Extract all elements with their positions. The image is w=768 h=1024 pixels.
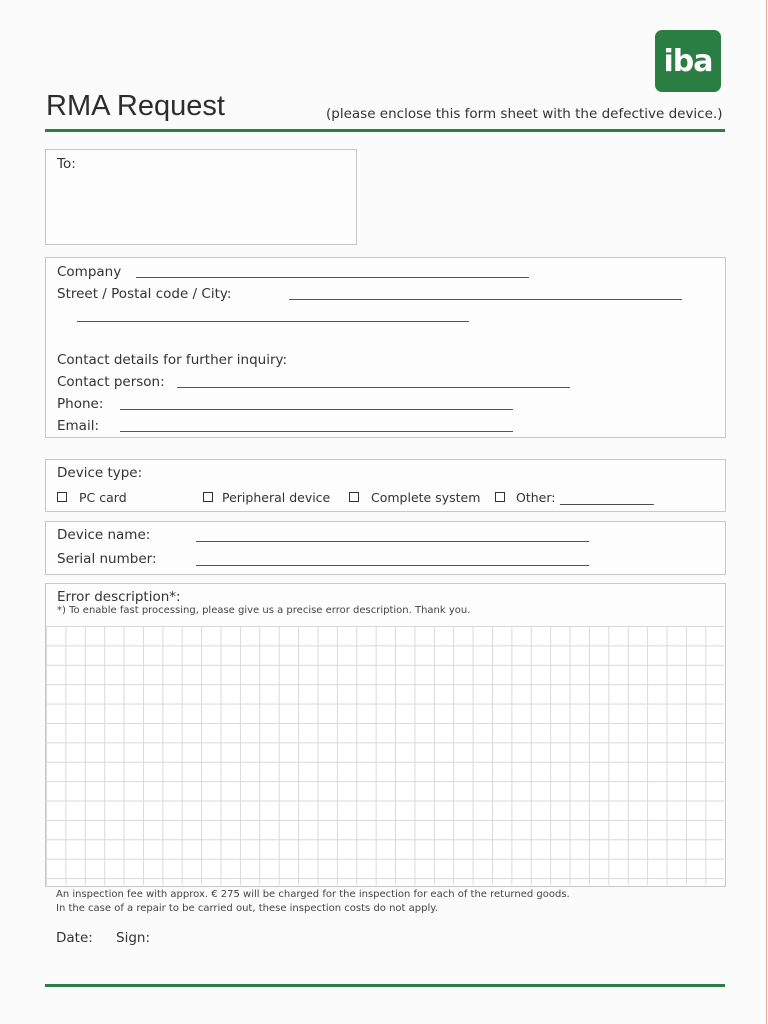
company-label: Company xyxy=(57,264,122,280)
logo-text: iba xyxy=(663,43,713,79)
phone-label: Phone: xyxy=(57,396,104,412)
error-description-grid[interactable] xyxy=(46,626,724,885)
form-subtitle: (please enclose this form sheet with the defective device.) xyxy=(326,106,723,122)
pc-card-checkbox[interactable] xyxy=(57,492,67,502)
contact-person-label: Contact person: xyxy=(57,374,165,390)
complete-system-checkbox[interactable] xyxy=(349,492,359,502)
serial-number-field[interactable] xyxy=(196,565,589,566)
error-footnote: *) To enable fast processing, please give us a precise error description. Thank you. xyxy=(57,605,471,616)
to-box[interactable] xyxy=(45,149,357,245)
contact-heading: Contact details for further inquiry: xyxy=(57,352,288,368)
page-edge-line xyxy=(766,0,767,1024)
sign-label: Sign: xyxy=(116,930,150,946)
iba-logo xyxy=(655,30,721,92)
form-title: RMA Request xyxy=(46,90,225,122)
street-label: Street / Postal code / City: xyxy=(57,286,232,302)
serial-number-label: Serial number: xyxy=(57,551,157,567)
to-label: To: xyxy=(57,156,76,172)
address-box xyxy=(45,257,726,438)
email-label: Email: xyxy=(57,418,100,434)
footer-rule xyxy=(45,984,725,987)
complete-system-label: Complete system xyxy=(371,490,481,505)
other-field[interactable]: _______________ xyxy=(560,490,654,505)
peripheral-device-checkbox[interactable] xyxy=(203,492,213,502)
fee-note-line2: In the case of a repair to be carried out, these inspection costs do not apply. xyxy=(56,903,438,914)
other-checkbox[interactable] xyxy=(495,492,505,502)
other-label: Other: xyxy=(516,490,556,505)
phone-field[interactable] xyxy=(120,409,513,410)
device-name-field[interactable] xyxy=(196,541,589,542)
street-field[interactable] xyxy=(289,299,682,300)
fee-note-line1: An inspection fee with approx. € 275 will be charged for the inspection for each of the returned goods. xyxy=(56,889,570,900)
header-rule xyxy=(45,129,725,132)
device-type-label: Device type: xyxy=(57,465,143,481)
peripheral-device-label: Peripheral device xyxy=(222,490,331,505)
pc-card-label: PC card xyxy=(79,490,127,505)
email-field[interactable] xyxy=(120,431,513,432)
street-field-line2[interactable] xyxy=(77,321,469,322)
error-description-label: Error description*: xyxy=(57,589,181,605)
company-field[interactable] xyxy=(136,277,529,278)
date-label: Date: xyxy=(56,930,93,946)
device-name-label: Device name: xyxy=(57,527,151,543)
contact-person-field[interactable] xyxy=(177,387,570,388)
